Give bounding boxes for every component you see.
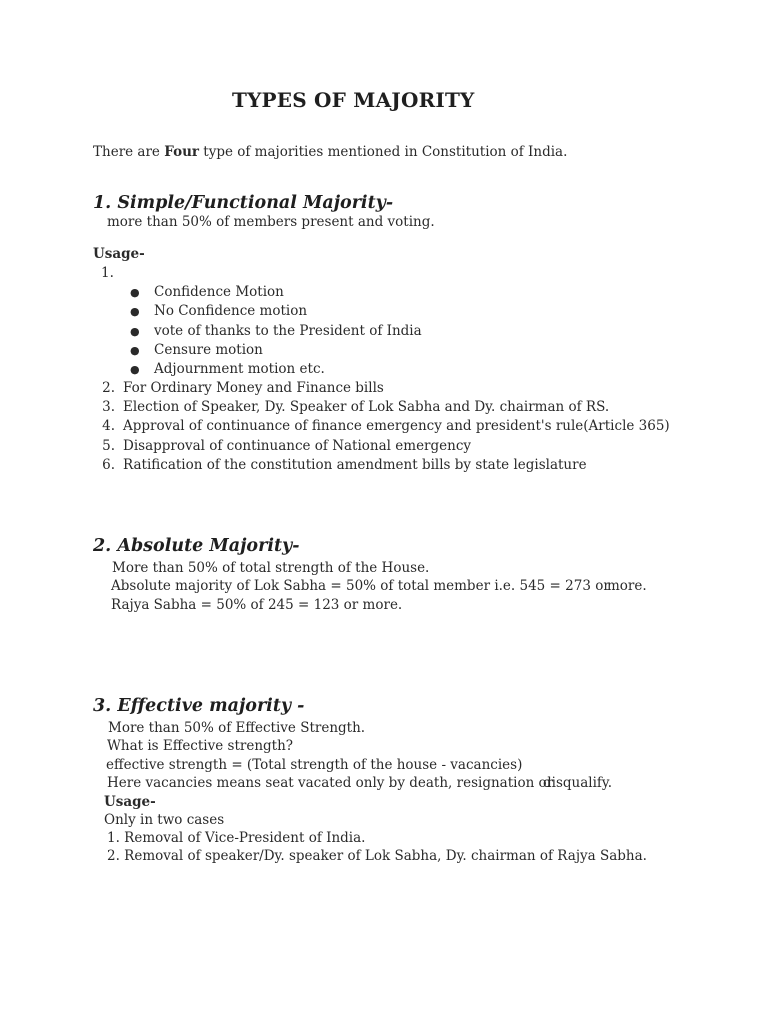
section3-line-tail: disqualify. xyxy=(543,775,613,791)
section3-line: More than 50% of Effective Strength. xyxy=(108,720,366,736)
intro-bold-word: Four xyxy=(164,144,199,160)
list-item: 3. Election of Speaker, Dy. Speaker of Lok Sabha and Dy. chairman of RS. xyxy=(102,399,610,416)
page-title: TYPES OF MAJORITY xyxy=(232,88,475,112)
section2-line: Absolute majority of Lok Sabha = 50% of total member i.e. 545 = 273 or xyxy=(111,578,610,594)
bullet-dot-icon: ● xyxy=(130,343,140,357)
list-item: 4. Approval of continuance of finance emergency and president's rule(Article 365) xyxy=(102,418,670,435)
bullet-item: ● Adjournment motion etc. xyxy=(130,361,325,378)
bullet-item: ● vote of thanks to the President of India xyxy=(130,322,422,339)
section1-bullet-list xyxy=(130,283,422,379)
section3-line: effective strength = (Total strength of the house - vacancies) xyxy=(106,757,523,773)
list-item: 2. For Ordinary Money and Finance bills xyxy=(102,380,384,396)
section1-definition: more than 50% of members present and voting. xyxy=(107,214,435,230)
section3-heading: 3. Effective majority - xyxy=(93,696,305,716)
section2-line: More than 50% of total strength of the House. xyxy=(112,560,430,576)
bullet-dot-icon: ● xyxy=(130,363,140,377)
intro-text-before: There are xyxy=(93,144,165,160)
section3-usage-intro: Only in two cases xyxy=(104,812,225,828)
section1-numbered-list xyxy=(93,379,670,475)
section3-case: 1. Removal of Vice-President of India. xyxy=(107,830,366,846)
list-item: 6. Ratification of the constitution amendment bills by state legislature xyxy=(102,456,587,473)
bullet-dot-icon: ● xyxy=(130,286,140,299)
section1-item1-number: 1. xyxy=(101,265,114,281)
bullet-item: ● Censure motion xyxy=(130,341,263,358)
section3-case: 2. Removal of speaker/Dy. speaker of Lok Sabha, Dy. chairman of Rajya Sabha. xyxy=(107,848,647,864)
section2-line: Rajya Sabha = 50% of 245 = 123 or more. xyxy=(111,597,403,613)
section3-usage-label: Usage- xyxy=(104,794,156,810)
section3-line: What is Effective strength? xyxy=(107,738,294,754)
section2-heading: 2. Absolute Majority- xyxy=(93,536,300,556)
intro-text-after: type of majorities mentioned in Constitution of India. xyxy=(199,144,568,160)
intro-paragraph xyxy=(93,143,567,161)
section1-usage-label: Usage- xyxy=(93,246,145,262)
section2-line-tail: more. xyxy=(607,578,647,594)
section3-line: Here vacancies means seat vacated only by death, resignation or xyxy=(107,775,554,791)
bullet-item: ● Confidence Motion xyxy=(130,284,284,300)
section1-heading: 1. Simple/Functional Majority- xyxy=(93,193,394,213)
bullet-dot-icon: ● xyxy=(130,305,140,319)
bullet-dot-icon: ● xyxy=(130,324,140,338)
bullet-item: ● No Confidence motion xyxy=(130,303,308,320)
list-item: 5. Disapproval of continuance of National emergency xyxy=(102,437,472,454)
